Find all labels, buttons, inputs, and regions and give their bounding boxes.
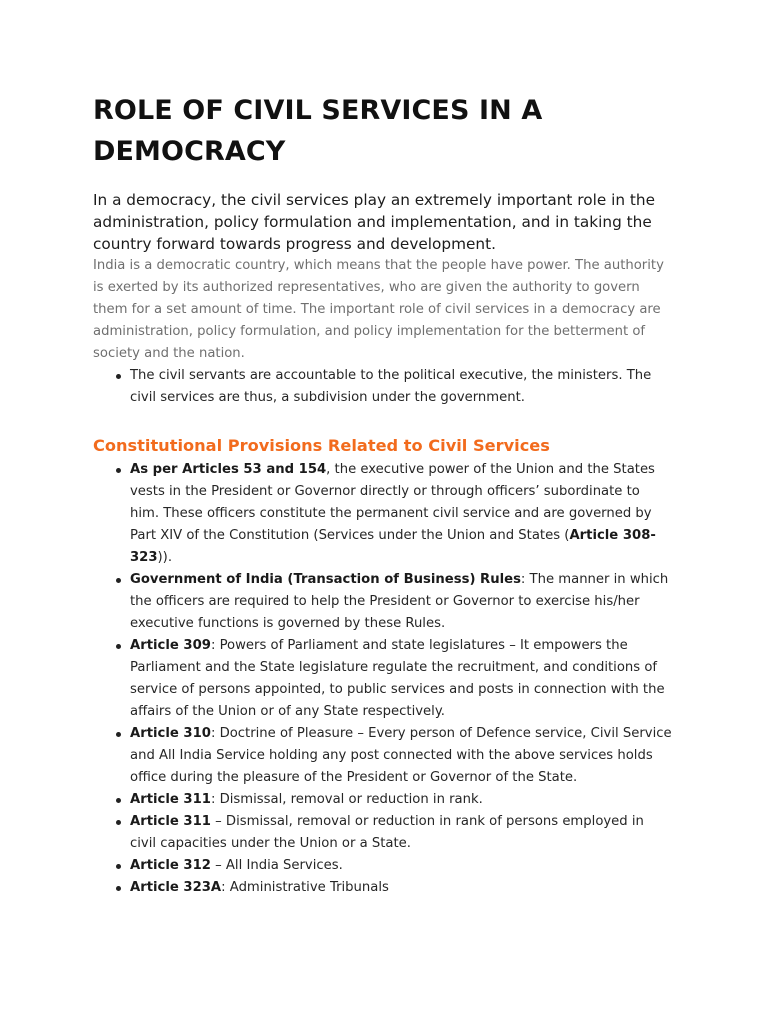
item-text: , the executive power of the Union and the States vests in the President or Governor directly or through officers’ subordinate to him. These officers constitute the permanent civil service and are governed by Part XIV of the Constitution (Services under the Union and States ( bbox=[130, 462, 655, 543]
item-bold-label: Article 311 bbox=[130, 792, 211, 807]
item-text: – All India Services. bbox=[210, 858, 343, 873]
item-bold-label: Article 312 bbox=[130, 858, 211, 873]
list-item bbox=[130, 723, 672, 789]
intro-paragraph: India is a democratic country, which means that the people have power. The authority is exerted by its authorized representatives, who are given the authority to govern them for a set amount of time. The important role of civil services in a democracy are administration, policy formulation, and policy implementation for the betterment of society and the nation. bbox=[93, 258, 664, 361]
item-text: : Administrative Tribunals bbox=[221, 880, 389, 895]
intro-bullet-list bbox=[93, 365, 672, 409]
item-bold-label: Article 323A bbox=[130, 880, 222, 895]
list-item bbox=[130, 877, 672, 899]
list-item bbox=[130, 569, 672, 635]
item-bold-label: Government of India (Transaction of Business) Rules bbox=[130, 572, 521, 587]
list-item bbox=[130, 635, 672, 723]
item-bold-label: Article 311 bbox=[130, 814, 211, 829]
section-heading: Constitutional Provisions Related to Civil Services bbox=[93, 436, 550, 455]
item-text: : The manner in which the officers are required to help the President or Governor to exercise his/her executive functions is governed by these Rules. bbox=[130, 572, 669, 631]
item-bold-label: Article 308-323 bbox=[130, 528, 656, 565]
item-text: – Dismissal, removal or reduction in rank of persons employed in civil capacities under the Union or a State. bbox=[130, 814, 644, 851]
list-item: The civil servants are accountable to the political executive, the ministers. The civil services are thus, a subdivision under the government. bbox=[130, 365, 672, 409]
item-text: : Powers of Parliament and state legislatures – It empowers the Parliament and the State legislature regulate the recruitment, and conditions of service of persons appointed, to public services and posts in connection with the affairs of the Union or of any State respectively. bbox=[130, 638, 665, 719]
list-item bbox=[130, 789, 672, 811]
provisions-list bbox=[93, 459, 672, 899]
item-bold-label: As per Articles 53 and 154 bbox=[130, 462, 327, 477]
item-bold-label: Article 310 bbox=[130, 726, 211, 741]
lead-paragraph: In a democracy, the civil services play an extremely important role in the administration, policy formulation and implementation, and in taking the country forward towards progress and development. bbox=[93, 191, 656, 253]
list-item bbox=[130, 855, 672, 877]
item-bold-label: Article 309 bbox=[130, 638, 211, 653]
page-title: ROLE OF CIVIL SERVICES IN A DEMOCRACY bbox=[93, 95, 543, 167]
list-item bbox=[130, 811, 672, 855]
item-text: : Doctrine of Pleasure – Every person of Defence service, Civil Service and All India Service holding any post connected with the above services holds office during the pleasure of the President or Governor of the State. bbox=[130, 726, 672, 785]
list-item bbox=[130, 459, 672, 569]
item-text: : Dismissal, removal or reduction in rank. bbox=[210, 792, 483, 807]
item-text: )). bbox=[157, 550, 173, 565]
